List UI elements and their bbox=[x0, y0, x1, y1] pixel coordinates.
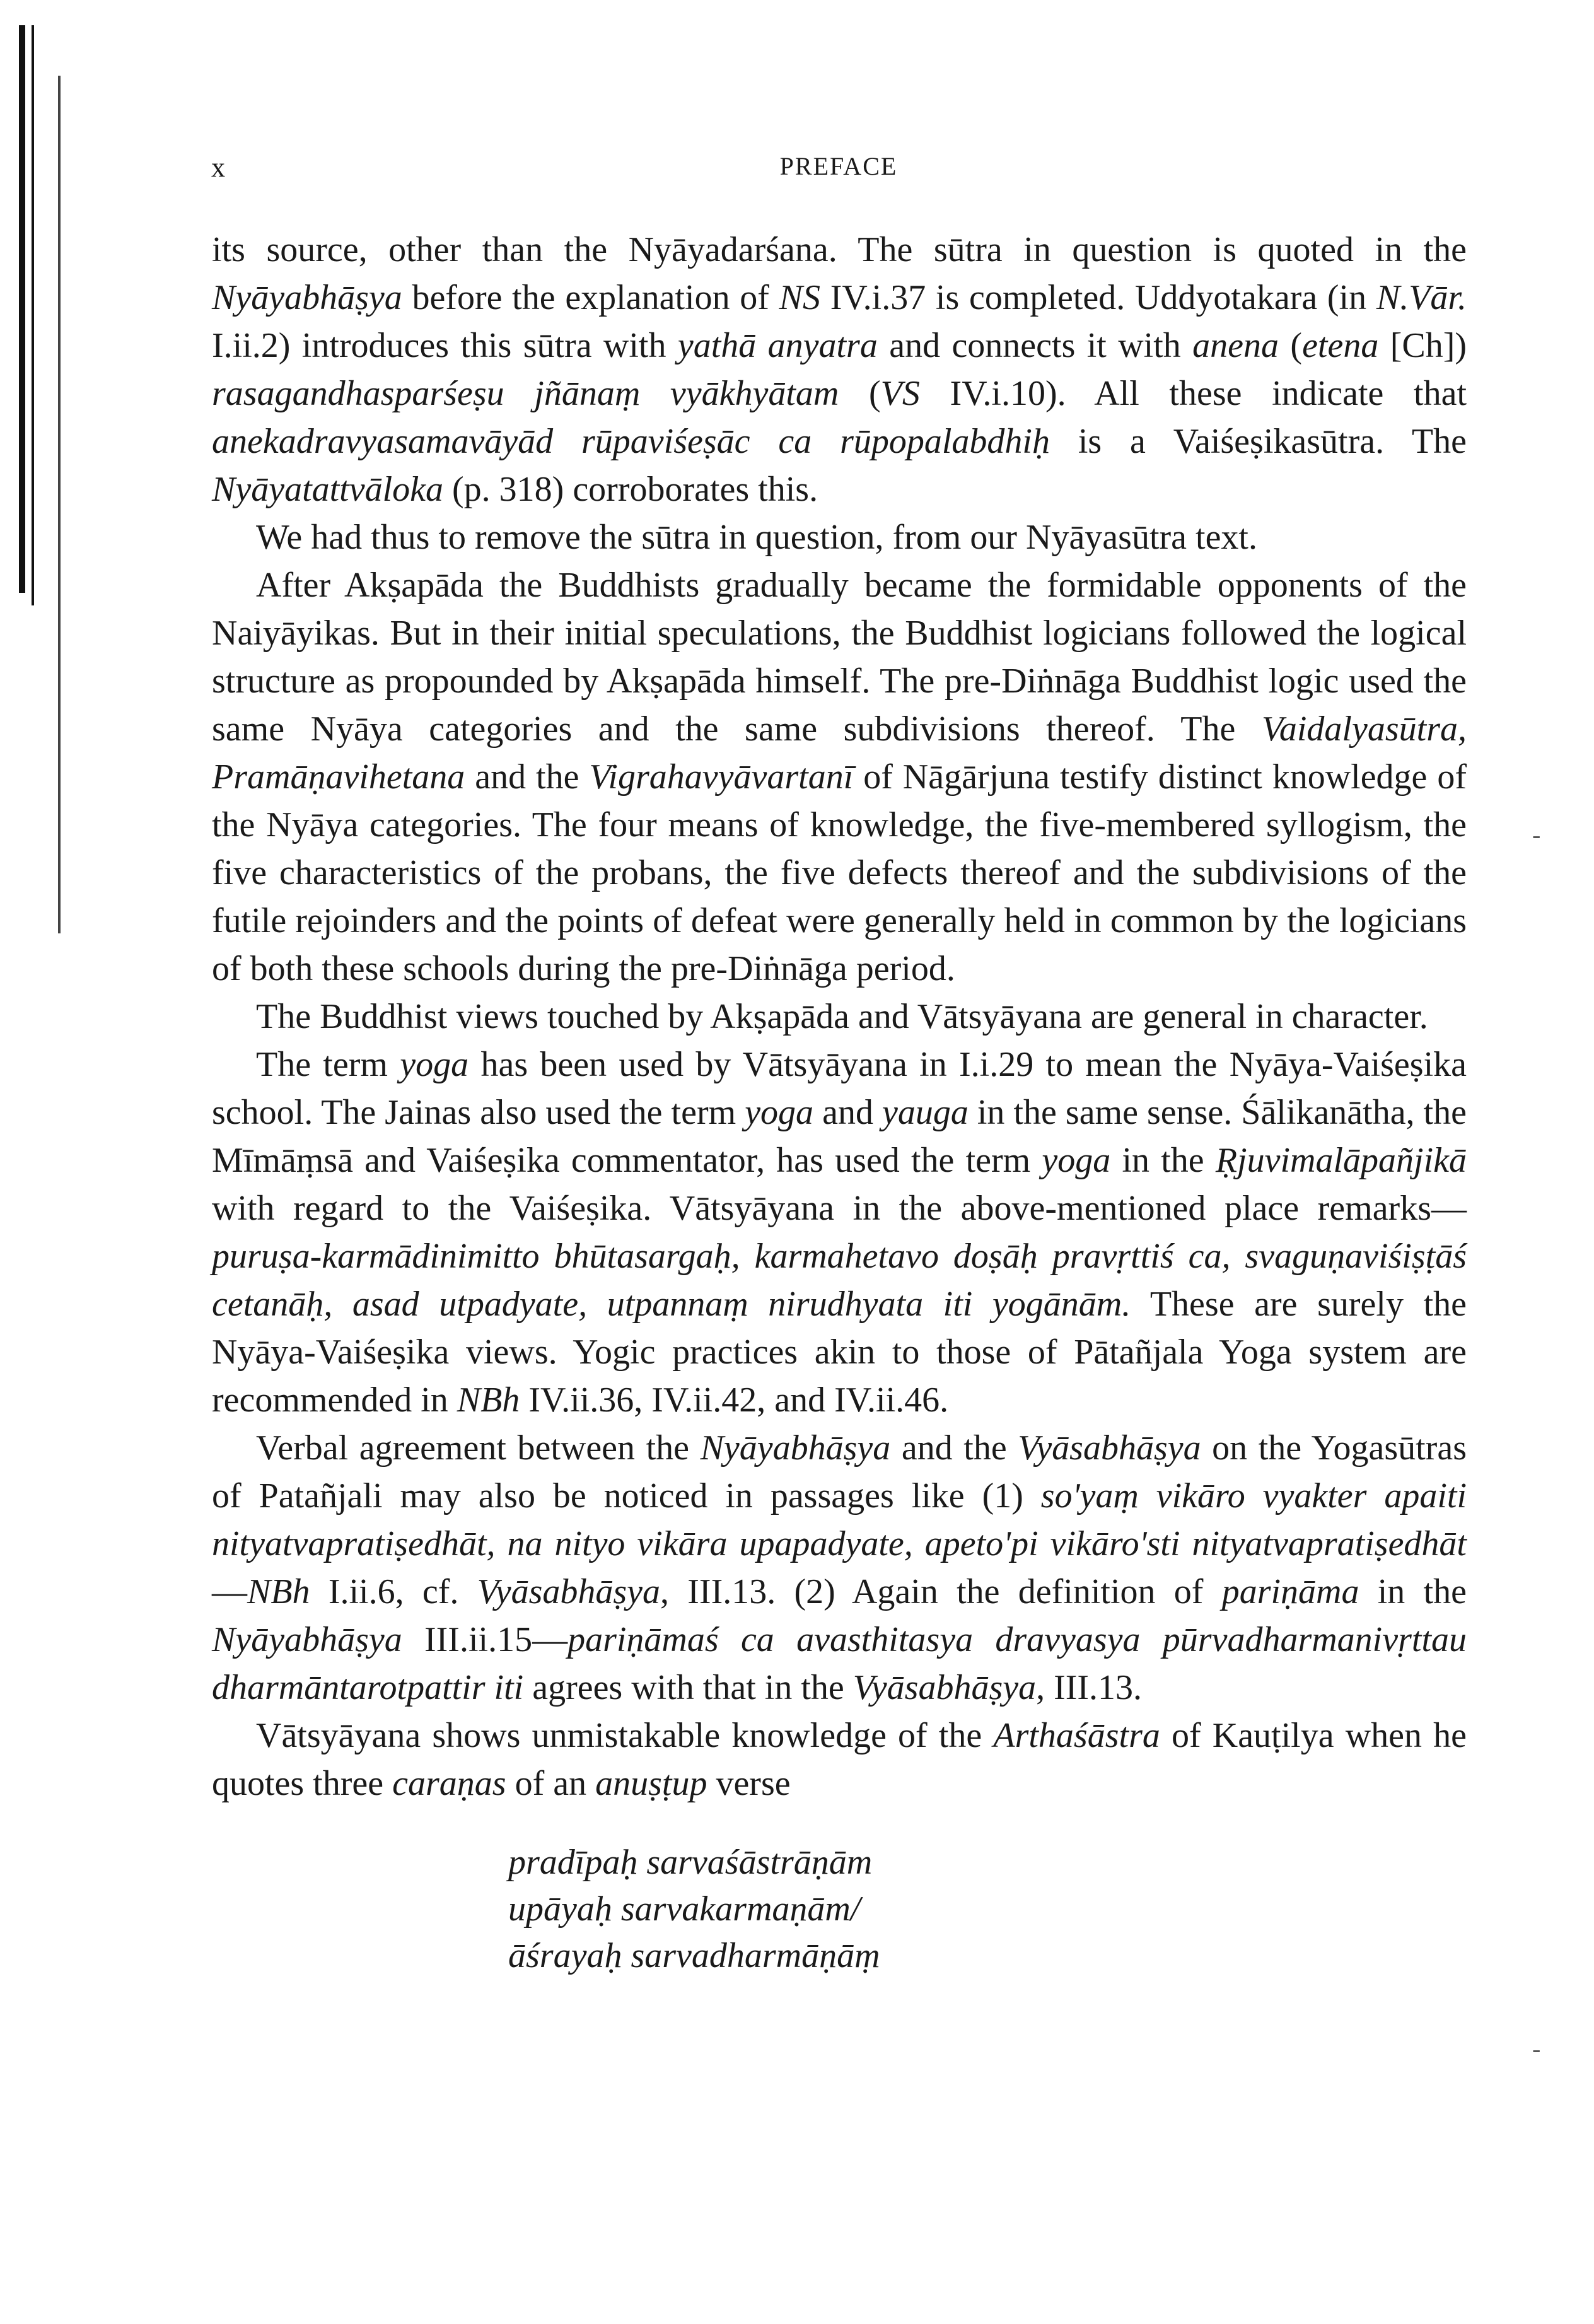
italic-term: NBh bbox=[247, 1572, 310, 1611]
italic-term: Nyāyabhāṣya bbox=[212, 1620, 402, 1659]
binding-shadow-bar bbox=[58, 76, 61, 933]
italic-term: Vigrahavyāvartanī bbox=[589, 757, 854, 797]
italic-term: anena bbox=[1192, 326, 1279, 365]
text-run: IV.ii.36, IV.ii.42, and IV.ii.46. bbox=[520, 1381, 949, 1420]
italic-term: etena bbox=[1302, 326, 1379, 365]
italic-term: Vyāsabhāṣya bbox=[1018, 1428, 1201, 1468]
text-run: on the Yogasūtras of Patañjali may also be noticed in passages like (1) bbox=[212, 1428, 1467, 1515]
italic-term: Nyāyatattvāloka bbox=[212, 470, 444, 509]
page-binding-edge bbox=[0, 0, 74, 2324]
text-run: After Akṣapāda the Buddhists gradually became the formidable opponents of the Naiyāyikas. But in their initial speculations, the Buddhist logicians followed the logical structure as propounded by Akṣapāda himself. The pre-Diṅnāga Buddhist logic used the same Nyāya categories and the same subdivisions thereof. The bbox=[212, 566, 1467, 749]
text-run: of Nāgārjuna testify distinct knowledge of the Nyāya categories. The four means of knowledge, the five-membered syllogism, the five characteristics of the probans, the five defects thereof and the subdivisions of the futile rejoinders and the points of defeat were generally held in common by the logicians of both these schools during the pre-Diṅnāga period. bbox=[212, 757, 1467, 988]
paragraph bbox=[212, 226, 1467, 513]
text-run: [Ch]) bbox=[1378, 326, 1467, 365]
text-run: agrees with that in the bbox=[523, 1668, 853, 1707]
text-run: Vātsyāyana shows unmistakable knowledge of the bbox=[256, 1716, 994, 1755]
italic-term: Ṛjuvimalāpañjikā bbox=[1215, 1141, 1467, 1180]
italic-term: caraṇas bbox=[392, 1764, 506, 1803]
verse-line: āśrayaḥ sarvadharmāṇāṃ bbox=[508, 1936, 880, 1975]
italic-term: rasagandhasparśeṣu jñānaṃ vyākhyātam bbox=[212, 374, 839, 413]
italic-term: Vaidalyasūtra, Pramāṇavihetana bbox=[212, 709, 1467, 797]
text-run: of an bbox=[506, 1764, 596, 1803]
text-run: ( bbox=[1279, 326, 1303, 365]
italic-term: yauga bbox=[881, 1093, 969, 1132]
text-run: with regard to the Vaiśeṣika. Vātsyāyana in the above-mentioned place remarks— bbox=[212, 1189, 1467, 1228]
text-run: verse bbox=[707, 1764, 791, 1803]
text-run: before the explanation of bbox=[402, 278, 779, 317]
text-run: III.ii.15— bbox=[402, 1620, 568, 1659]
italic-term: NBh bbox=[457, 1381, 520, 1420]
verse-line: pradīpaḥ sarvaśāstrāṇām bbox=[508, 1843, 873, 1882]
text-run: in the same sense. Śālikanātha, the Mīmāṃsā and Vaiśeṣika commentator, has used the term bbox=[212, 1093, 1467, 1180]
paragraph bbox=[212, 561, 1467, 993]
text-run: in the bbox=[1110, 1141, 1216, 1180]
italic-term: pariṇāmaś ca avasthitasya dravyasya pūrvadharmanivṛttau dharmāntarotpattir iti bbox=[212, 1620, 1467, 1707]
italic-term: yoga bbox=[400, 1045, 469, 1084]
italic-term: puruṣa-karmādinimitto bhūtasargaḥ, karmahetavo doṣāḥ pravṛttiś ca, svaguṇaviśiṣṭāś cetanāḥ, asad utpadyate, utpannaṃ nirudhyata iti yogānām. bbox=[212, 1237, 1467, 1324]
italic-term: anekadravyasamavāyād rūpaviśeṣāc ca rūpopalabdhiḥ bbox=[212, 422, 1050, 461]
text-run: and connects it with bbox=[877, 326, 1193, 365]
binding-shadow-bar bbox=[32, 25, 34, 605]
text-run: is a Vaiśeṣikasūtra. The bbox=[1049, 422, 1467, 461]
paragraph bbox=[212, 513, 1467, 561]
paragraph-list bbox=[212, 226, 1467, 1807]
text-run: These are surely the Nyāya-Vaiśeṣika views. Yogic practices akin to those of Pātañjala Yoga system are recommended in bbox=[212, 1285, 1467, 1420]
italic-term: yathā anyatra bbox=[677, 326, 878, 365]
italic-term: Nyāyabhāṣya bbox=[700, 1428, 891, 1468]
text-run: and the bbox=[890, 1428, 1018, 1468]
text-run: IV.i.10). All these indicate that bbox=[919, 374, 1467, 413]
italic-term: so'yaṃ vikāro vyakter apaiti nityatvapratiṣedhāt, na nityo vikāra upapadyate, apeto'pi vikāro'sti nityatvapratiṣedhāt bbox=[212, 1476, 1467, 1563]
italic-term: VS bbox=[880, 374, 920, 413]
text-run: , III.13. (2) Again the definition of bbox=[660, 1572, 1222, 1611]
paragraph bbox=[212, 993, 1467, 1041]
text-run: The term bbox=[256, 1045, 400, 1084]
text-run: , III.13. bbox=[1036, 1668, 1143, 1707]
text-run: We had thus to remove the sūtra in question, from our Nyāyasūtra text. bbox=[256, 518, 1257, 557]
running-head bbox=[211, 151, 1466, 189]
text-run: IV.i.37 is completed. Uddyotakara (in bbox=[820, 278, 1376, 317]
italic-term: Arthaśāstra bbox=[993, 1716, 1160, 1755]
body-text bbox=[212, 226, 1467, 1979]
verse-line: upāyaḥ sarvakarmaṇām/ bbox=[508, 1889, 861, 1929]
text-run: in the bbox=[1359, 1572, 1467, 1611]
running-head-title: PREFACE bbox=[779, 152, 898, 180]
italic-term: yoga bbox=[745, 1093, 814, 1132]
italic-term: Vyāsabhāṣya bbox=[852, 1668, 1037, 1707]
italic-term: anuṣṭup bbox=[595, 1764, 707, 1803]
italic-term: pariṇāma bbox=[1221, 1572, 1359, 1611]
text-run: ( bbox=[839, 374, 881, 413]
paragraph bbox=[212, 1041, 1467, 1424]
page-number: x bbox=[211, 152, 225, 183]
text-run: of Kauṭilya when he quotes three bbox=[212, 1716, 1467, 1803]
text-run: The Buddhist views touched by Akṣapāda and Vātsyāyana are general in character. bbox=[256, 997, 1428, 1036]
paragraph bbox=[212, 1424, 1467, 1712]
text-run: Verbal agreement between the bbox=[256, 1428, 701, 1468]
text-run: and bbox=[813, 1093, 882, 1132]
italic-term: N.Vār. bbox=[1376, 278, 1467, 317]
text-run: has been used by Vātsyāyana in I.i.29 to mean the Nyāya-Vaiśeṣika school. The Jainas also used the term bbox=[212, 1045, 1467, 1132]
text-run: its source, other than the Nyāyadarśana. The sūtra in question is quoted in the bbox=[212, 230, 1467, 269]
italic-term: Vyāsabhāṣya bbox=[477, 1572, 661, 1611]
text-run: (p. 318) corroborates this. bbox=[443, 470, 818, 509]
italic-term: Nyāyabhāṣya bbox=[212, 278, 402, 317]
italic-term: yoga bbox=[1042, 1141, 1111, 1180]
margin-tick-mark: - bbox=[1532, 820, 1541, 849]
margin-tick-mark: - bbox=[1532, 2035, 1541, 2063]
italic-term: NS bbox=[779, 278, 821, 317]
text-run: I.ii.6, cf. bbox=[310, 1572, 477, 1611]
paragraph bbox=[212, 1712, 1467, 1807]
text-run: I.ii.2) introduces this sūtra with bbox=[212, 326, 678, 365]
text-run: and the bbox=[465, 757, 590, 797]
text-run: — bbox=[212, 1572, 247, 1611]
binding-shadow-bar bbox=[19, 25, 25, 593]
verse-quotation bbox=[508, 1839, 1467, 1979]
